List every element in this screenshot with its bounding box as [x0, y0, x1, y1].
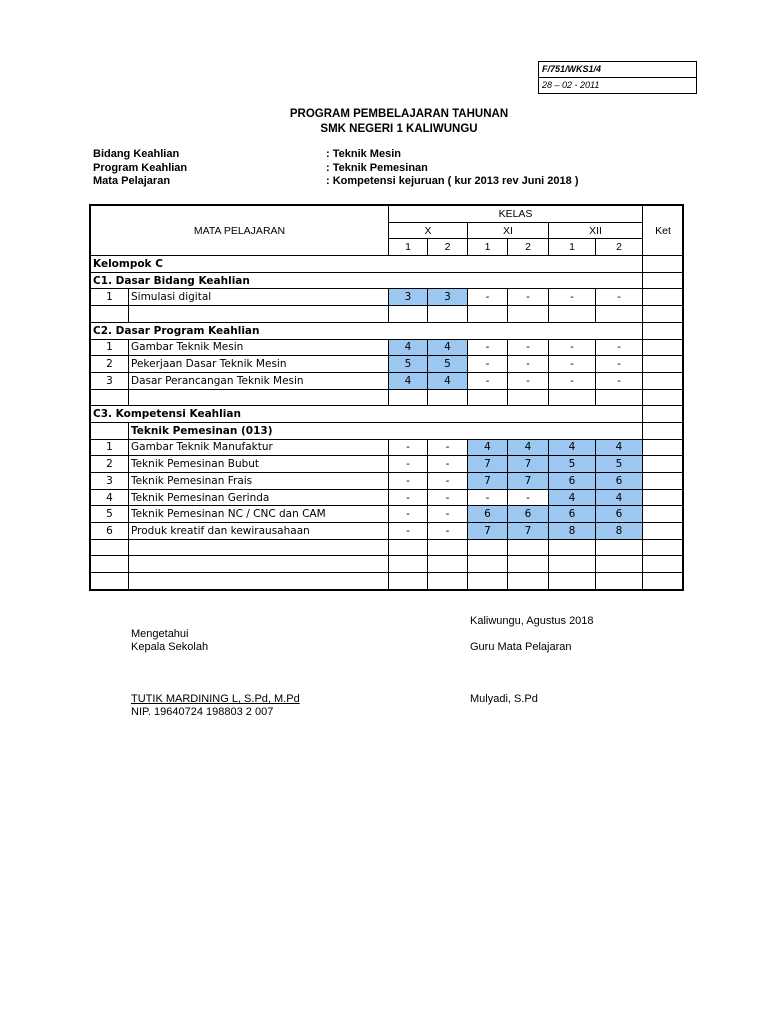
form-date: 28 – 02 - 2011 — [542, 80, 600, 90]
hours-cell: 4 — [428, 339, 468, 356]
empty-cell — [129, 539, 389, 556]
hours-cell: - — [468, 356, 508, 373]
info-row — [93, 148, 578, 162]
header-mata-pelajaran: MATA PELAJARAN — [91, 206, 389, 256]
empty-cell — [428, 306, 468, 323]
subject-name: Dasar Perancangan Teknik Mesin — [129, 372, 389, 389]
section-title: C2. Dasar Program Keahlian — [91, 322, 643, 339]
ket-cell — [643, 439, 684, 456]
hours-cell: 5 — [428, 356, 468, 373]
hours-cell: - — [389, 473, 428, 490]
table-row — [91, 556, 684, 573]
header-kelas: KELAS — [389, 206, 643, 223]
subject-row — [91, 439, 684, 456]
hours-cell: - — [428, 489, 468, 506]
header-class-x: X — [389, 222, 468, 239]
empty-cell — [643, 539, 684, 556]
info-label: Bidang Keahlian — [93, 148, 180, 160]
subject-row — [91, 289, 684, 306]
signature-left-title: Kepala Sekolah — [131, 641, 209, 653]
hours-cell: 4 — [508, 439, 549, 456]
ket-cell — [643, 489, 684, 506]
subject-row — [91, 473, 684, 490]
hours-cell: - — [596, 356, 643, 373]
header-semester: 2 — [596, 239, 643, 256]
header-row — [91, 206, 684, 223]
info-row — [93, 175, 578, 189]
section-title: C3. Kompetensi Keahlian — [91, 406, 643, 423]
table-row — [91, 573, 684, 590]
hours-cell: - — [508, 289, 549, 306]
subject-row — [91, 506, 684, 523]
empty-cell — [596, 556, 643, 573]
subject-name: Produk kreatif dan kewirausahaan — [129, 523, 389, 540]
hours-cell: - — [428, 523, 468, 540]
form-code-box — [538, 61, 697, 94]
empty-cell — [596, 389, 643, 406]
header-semester: 1 — [468, 239, 508, 256]
empty-cell — [91, 306, 129, 323]
hours-cell: - — [389, 506, 428, 523]
header-semester: 2 — [508, 239, 549, 256]
empty-cell — [549, 573, 596, 590]
empty-cell — [129, 573, 389, 590]
hours-cell: - — [596, 339, 643, 356]
table-row — [91, 306, 684, 323]
doc-title: PROGRAM PEMBELAJARAN TAHUNAN — [289, 108, 509, 120]
hours-cell: 7 — [468, 456, 508, 473]
empty-cell — [428, 389, 468, 406]
hours-cell: - — [468, 289, 508, 306]
header-semester: 1 — [549, 239, 596, 256]
signature-right-name: Mulyadi, S.Pd — [470, 693, 538, 705]
empty-cell — [428, 573, 468, 590]
hours-cell: 3 — [428, 289, 468, 306]
subject-name: Simulasi digital — [129, 289, 389, 306]
hours-cell: - — [428, 506, 468, 523]
empty-cell — [596, 573, 643, 590]
empty-cell — [129, 306, 389, 323]
subject-row — [91, 456, 684, 473]
empty-cell — [428, 539, 468, 556]
hours-cell: - — [508, 489, 549, 506]
hours-cell: - — [596, 289, 643, 306]
hours-cell: 7 — [508, 456, 549, 473]
row-number: 3 — [91, 473, 129, 490]
hours-cell: 6 — [508, 506, 549, 523]
subject-name: Teknik Pemesinan Frais — [129, 473, 389, 490]
empty-cell — [549, 539, 596, 556]
empty-cell — [91, 539, 129, 556]
section-row — [91, 406, 684, 423]
hours-cell: 4 — [468, 439, 508, 456]
curriculum-table — [90, 205, 684, 590]
ket-cell — [643, 506, 684, 523]
info-value: : Teknik Pemesinan — [326, 161, 428, 174]
subject-row — [91, 523, 684, 540]
section-row — [91, 256, 684, 273]
signature-acknowledge: Mengetahui — [131, 628, 189, 640]
ket-cell — [643, 339, 684, 356]
row-number: 5 — [91, 506, 129, 523]
hours-cell: 4 — [596, 439, 643, 456]
hours-cell: 6 — [468, 506, 508, 523]
subject-name: Teknik Pemesinan Bubut — [129, 456, 389, 473]
no-cell — [91, 422, 129, 439]
info-row — [93, 162, 578, 176]
hours-cell: - — [549, 372, 596, 389]
empty-cell — [643, 573, 684, 590]
empty-cell — [643, 306, 684, 323]
ket-cell — [643, 422, 684, 439]
subject-name: Gambar Teknik Manufaktur — [129, 439, 389, 456]
hours-cell: 6 — [596, 473, 643, 490]
ket-cell — [643, 372, 684, 389]
hours-cell: 8 — [549, 523, 596, 540]
hours-cell: 4 — [389, 372, 428, 389]
hours-cell: 3 — [389, 289, 428, 306]
hours-cell: - — [389, 523, 428, 540]
empty-cell — [468, 539, 508, 556]
hours-cell: 4 — [549, 439, 596, 456]
empty-cell — [468, 306, 508, 323]
hours-cell: - — [549, 356, 596, 373]
row-number: 1 — [91, 289, 129, 306]
row-number: 2 — [91, 456, 129, 473]
empty-cell — [508, 573, 549, 590]
header-semester: 2 — [428, 239, 468, 256]
row-number: 2 — [91, 356, 129, 373]
ket-cell — [643, 272, 684, 289]
empty-cell — [549, 306, 596, 323]
signature-place-date: Kaliwungu, Agustus 2018 — [470, 615, 594, 627]
info-label: Program Keahlian — [93, 161, 188, 174]
ket-cell — [643, 322, 684, 339]
header-ket: Ket — [643, 206, 684, 256]
form-code: F/751/WKS1/4 — [539, 62, 696, 78]
empty-cell — [389, 306, 428, 323]
hours-cell: - — [389, 456, 428, 473]
section-row — [91, 422, 684, 439]
empty-cell — [549, 556, 596, 573]
hours-cell: 7 — [508, 473, 549, 490]
empty-cell — [508, 306, 549, 323]
subject-name: Teknik Pemesinan Gerinda — [129, 489, 389, 506]
empty-cell — [389, 556, 428, 573]
empty-cell — [91, 573, 129, 590]
subsection-title: Teknik Pemesinan (013) — [129, 422, 643, 439]
empty-cell — [549, 389, 596, 406]
info-value: : Kompetensi kejuruan ( kur 2013 rev Juni 2018 ) — [326, 175, 579, 187]
hours-cell: 4 — [596, 489, 643, 506]
signature-left-nip: NIP. 19640724 198803 2 007 — [131, 706, 274, 718]
empty-cell — [91, 389, 129, 406]
hours-cell: - — [508, 372, 549, 389]
hours-cell: - — [468, 489, 508, 506]
hours-cell: - — [428, 439, 468, 456]
hours-cell: 6 — [549, 506, 596, 523]
ket-cell — [643, 356, 684, 373]
hours-cell: 7 — [468, 473, 508, 490]
empty-cell — [468, 556, 508, 573]
signature-left-name: TUTIK MARDINING L, S.Pd, M.Pd — [131, 693, 300, 705]
subject-row — [91, 489, 684, 506]
row-number: 4 — [91, 489, 129, 506]
hours-cell: 6 — [596, 506, 643, 523]
empty-cell — [508, 389, 549, 406]
subject-name: Pekerjaan Dasar Teknik Mesin — [129, 356, 389, 373]
subject-row — [91, 339, 684, 356]
info-block — [93, 148, 578, 189]
hours-cell: - — [389, 489, 428, 506]
hours-cell: 7 — [468, 523, 508, 540]
empty-cell — [389, 389, 428, 406]
empty-cell — [643, 556, 684, 573]
empty-cell — [389, 573, 428, 590]
ket-cell — [643, 473, 684, 490]
row-number: 1 — [91, 339, 129, 356]
subject-row — [91, 356, 684, 373]
empty-cell — [129, 389, 389, 406]
hours-cell: 4 — [389, 339, 428, 356]
row-number: 6 — [91, 523, 129, 540]
header-class-xi: XI — [468, 222, 549, 239]
table-body — [91, 206, 684, 590]
empty-cell — [389, 539, 428, 556]
empty-cell — [129, 556, 389, 573]
empty-cell — [596, 306, 643, 323]
empty-cell — [508, 539, 549, 556]
empty-cell — [643, 389, 684, 406]
hours-cell: - — [428, 456, 468, 473]
school-name: SMK NEGERI 1 KALIWUNGU — [320, 123, 478, 135]
empty-cell — [91, 556, 129, 573]
section-row — [91, 272, 684, 289]
section-row — [91, 322, 684, 339]
subject-name: Teknik Pemesinan NC / CNC dan CAM — [129, 506, 389, 523]
hours-cell: 6 — [549, 473, 596, 490]
hours-cell: 8 — [596, 523, 643, 540]
hours-cell: - — [389, 439, 428, 456]
row-number: 3 — [91, 372, 129, 389]
empty-cell — [428, 556, 468, 573]
ket-cell — [643, 456, 684, 473]
hours-cell: 5 — [549, 456, 596, 473]
ket-cell — [643, 406, 684, 423]
empty-cell — [508, 556, 549, 573]
ket-cell — [643, 256, 684, 273]
group-title: Kelompok C — [91, 256, 643, 273]
hours-cell: - — [468, 372, 508, 389]
hours-cell: 4 — [549, 489, 596, 506]
row-number: 1 — [91, 439, 129, 456]
hours-cell: - — [468, 339, 508, 356]
table-row — [91, 389, 684, 406]
hours-cell: - — [549, 339, 596, 356]
hours-cell: 5 — [389, 356, 428, 373]
hours-cell: 7 — [508, 523, 549, 540]
hours-cell: - — [428, 473, 468, 490]
hours-cell: - — [549, 289, 596, 306]
hours-cell: - — [508, 356, 549, 373]
subject-row — [91, 372, 684, 389]
hours-cell: 4 — [428, 372, 468, 389]
header-class-xii: XII — [549, 222, 643, 239]
info-label: Mata Pelajaran — [93, 175, 171, 187]
table-row — [91, 539, 684, 556]
ket-cell — [643, 289, 684, 306]
signature-right-title: Guru Mata Pelajaran — [470, 641, 572, 653]
empty-cell — [596, 539, 643, 556]
ket-cell — [643, 523, 684, 540]
info-value: : Teknik Mesin — [326, 148, 401, 160]
empty-cell — [468, 573, 508, 590]
header-semester: 1 — [389, 239, 428, 256]
subject-name: Gambar Teknik Mesin — [129, 339, 389, 356]
section-title: C1. Dasar Bidang Keahlian — [91, 272, 643, 289]
empty-cell — [468, 389, 508, 406]
hours-cell: 5 — [596, 456, 643, 473]
hours-cell: - — [596, 372, 643, 389]
hours-cell: - — [508, 339, 549, 356]
